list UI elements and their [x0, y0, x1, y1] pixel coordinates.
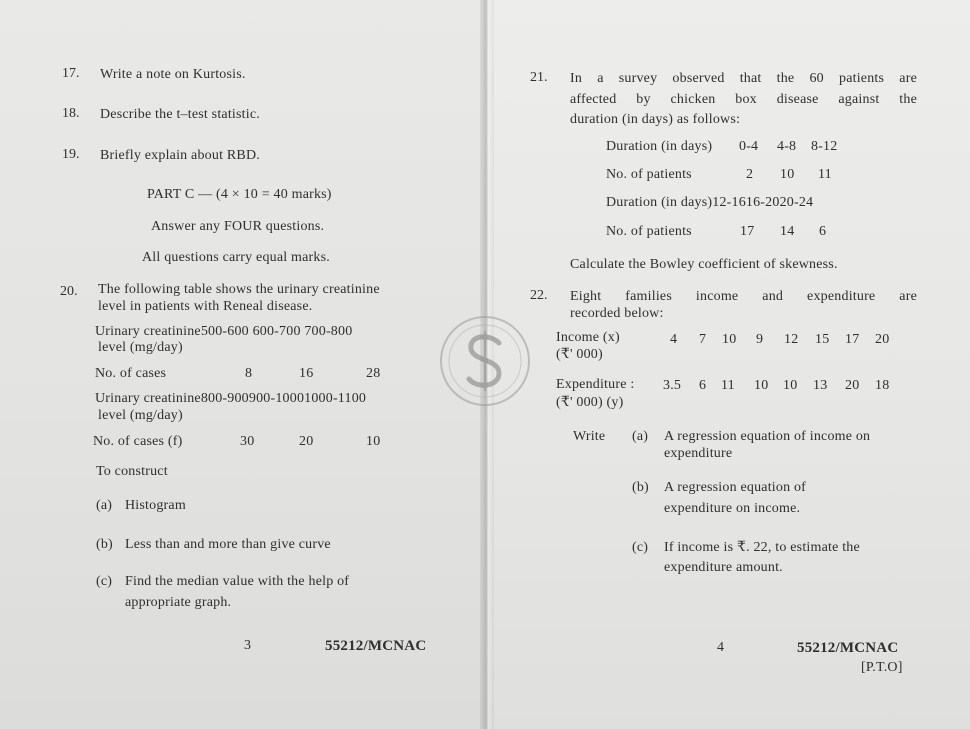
- q21-duration2-label: Duration (in days)12-1616-2020-24: [606, 195, 814, 210]
- q22-exp-value: 10: [754, 378, 769, 393]
- q20-b-label: (b): [96, 537, 113, 552]
- q22-exp-label-1: Expenditure :: [556, 377, 635, 392]
- q20-line-2: level in patients with Reneal disease.: [98, 299, 313, 314]
- q21-patients2-value: 6: [819, 224, 827, 239]
- footer-pto: [P.T.O]: [861, 660, 903, 675]
- q22-exp-value: 6: [699, 378, 707, 393]
- q20-table1-case: 28: [366, 366, 381, 381]
- q21-patients1-value: 2: [746, 167, 754, 182]
- q22-exp-label-2: (₹' 000) (y): [556, 395, 624, 410]
- q21-duration1-label: Duration (in days): [606, 139, 713, 154]
- q20-table2-case: 20: [299, 434, 314, 449]
- q22-income-label-1: Income (x): [556, 330, 620, 345]
- q20-table1-case: 16: [299, 366, 314, 381]
- q20-c-text-1: Find the median value with the help of: [125, 574, 350, 589]
- q22-income-value: 12: [784, 332, 799, 347]
- q21-duration1-value: 0-4: [739, 139, 759, 154]
- q20-table1-label-2: level (mg/day): [98, 340, 183, 355]
- q22-b-label: (b): [632, 480, 649, 495]
- q22-a-label: (a): [632, 429, 649, 444]
- q21-line-3: duration (in days) as follows:: [570, 112, 741, 127]
- footer-page-number: 3: [244, 638, 252, 653]
- q21-task: Calculate the Bowley coefficient of skewness.: [570, 257, 838, 272]
- q21-duration1-value: 8-12: [811, 139, 838, 154]
- q20-table1-case: 8: [245, 366, 253, 381]
- part-c-instruction-2: All questions carry equal marks.: [142, 250, 330, 265]
- q20-table2-case: 10: [366, 434, 381, 449]
- q21-patients1-value: 10: [780, 167, 795, 182]
- q21-number: 21.: [530, 70, 548, 85]
- q22-exp-value: 3.5: [663, 378, 682, 393]
- q22-income-value: 20: [875, 332, 890, 347]
- q22-exp-value: 13: [813, 378, 828, 393]
- q22-b-line-2: expenditure on income.: [664, 501, 801, 516]
- q20-table2-cases-label: No. of cases (f): [93, 434, 183, 449]
- footer-paper-code-right: 55212/MCNAC: [797, 640, 899, 656]
- part-c-title: PART C — (4 × 10 = 40 marks): [147, 187, 332, 202]
- q22-exp-value: 20: [845, 378, 860, 393]
- q21-patients1-value: 11: [818, 167, 832, 182]
- q22-c-line-1: If income is ₹. 22, to estimate the: [664, 540, 860, 555]
- q21-line-2: affected by chicken box disease against the: [570, 92, 917, 107]
- q22-b-line-1: A regression equation of: [664, 480, 807, 495]
- q20-table2-label-2: level (mg/day): [98, 408, 183, 423]
- footer-page-number-right: 4: [717, 640, 725, 655]
- footer-paper-code: 55212/MCNAC: [325, 638, 427, 654]
- q22-income-value: 17: [845, 332, 860, 347]
- q20-a-text: Histogram: [125, 498, 186, 513]
- q20-table2-case: 30: [240, 434, 255, 449]
- q19-number: 19.: [62, 147, 80, 162]
- q20-c-text-2: appropriate graph.: [125, 595, 232, 610]
- q20-table2-label-1: Urinary creatinine800-900900-10001000-1100: [95, 391, 367, 406]
- q20-line-1: The following table shows the urinary creatinine: [98, 282, 380, 297]
- q18-text: Describe the t–test statistic.: [100, 107, 260, 122]
- q21-duration1-value: 4-8: [777, 139, 797, 154]
- q21-patients1-label: No. of patients: [606, 167, 692, 182]
- q22-c-label: (c): [632, 540, 649, 555]
- q21-patients2-value: 17: [740, 224, 755, 239]
- part-c-instruction-1: Answer any FOUR questions.: [151, 219, 325, 234]
- q22-number: 22.: [530, 288, 548, 303]
- dollar-seal-icon: [437, 313, 533, 409]
- q17-number: 17.: [62, 66, 80, 81]
- right-page: [486, 0, 970, 729]
- q20-table1-label-1: Urinary creatinine500-600 600-700 700-800: [95, 324, 353, 339]
- q22-income-value: 7: [699, 332, 707, 347]
- q22-income-label-2: (₹' 000): [556, 347, 603, 362]
- q20-a-label: (a): [96, 498, 113, 513]
- q20-number: 20.: [60, 284, 78, 299]
- q22-line-2: recorded below:: [570, 306, 664, 321]
- q22-exp-value: 18: [875, 378, 890, 393]
- q20-b-text: Less than and more than give curve: [125, 537, 331, 552]
- q22-income-value: 10: [722, 332, 737, 347]
- q22-c-line-2: expenditure amount.: [664, 560, 783, 575]
- q22-line-1: Eight families income and expenditure are: [570, 289, 917, 304]
- q21-line-1: In a survey observed that the 60 patients are: [570, 71, 917, 86]
- q22-exp-value: 11: [721, 378, 735, 393]
- q17-text: Write a note on Kurtosis.: [100, 67, 246, 82]
- q21-patients2-label: No. of patients: [606, 224, 692, 239]
- q22-income-value: 4: [670, 332, 678, 347]
- q22-exp-value: 10: [783, 378, 798, 393]
- q22-income-value: 9: [756, 332, 764, 347]
- q20-table1-cases-label: No. of cases: [95, 366, 167, 381]
- q22-a-line-2: expenditure: [664, 446, 733, 461]
- q19-text: Briefly explain about RBD.: [100, 148, 260, 163]
- q20-construct: To construct: [96, 464, 168, 479]
- q22-a-line-1: A regression equation of income on: [664, 429, 871, 444]
- q18-number: 18.: [62, 106, 80, 121]
- q21-patients2-value: 14: [780, 224, 795, 239]
- q22-income-value: 15: [815, 332, 830, 347]
- q20-c-label: (c): [96, 574, 113, 589]
- q22-write: Write: [573, 429, 606, 444]
